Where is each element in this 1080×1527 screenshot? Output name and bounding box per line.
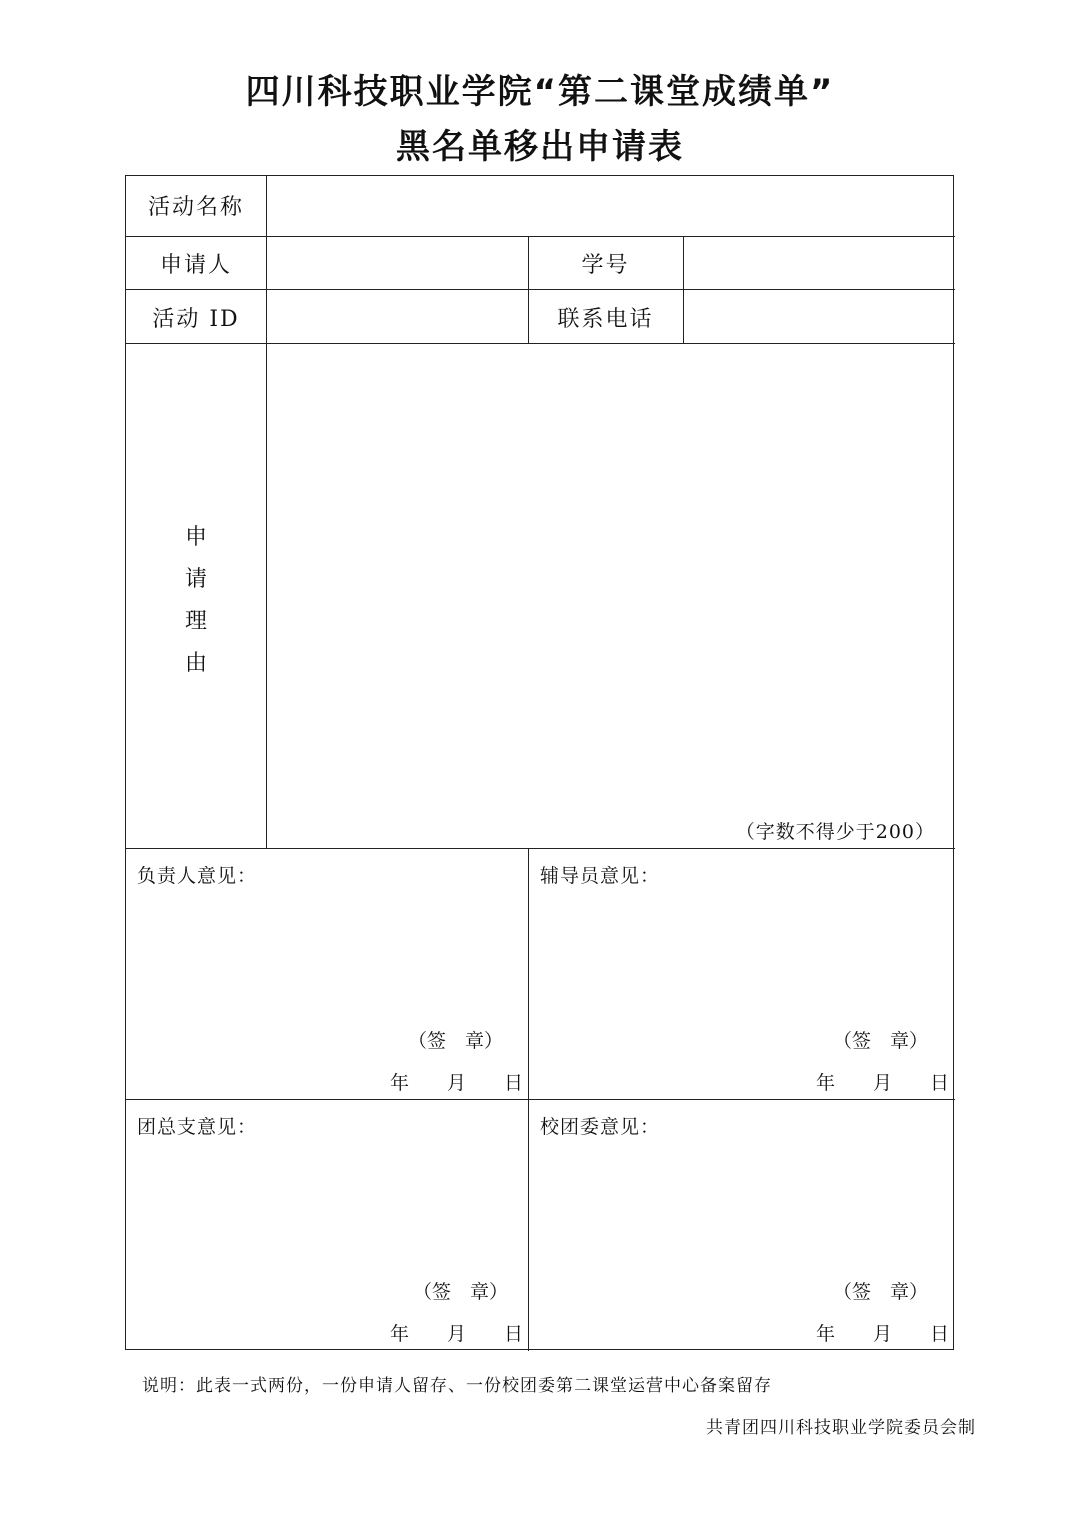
reason-label-char: 申 [184,525,207,550]
column-divider [528,848,529,1351]
reason-word-count-hint: （字数不得少于200） [735,821,935,843]
league-branch-opinion-label: 团总支意见： [137,1116,258,1138]
student-id-label: 学号 [581,253,630,278]
issuer-label: 共青团四川科技职业学院委员会制 [706,1418,976,1438]
leader-sign-label: （签 章） [408,1030,504,1052]
activity-name-label: 活动名称 [147,195,244,220]
phone-field[interactable] [684,290,955,343]
reason-label-char: 由 [184,651,207,676]
activity-name-field[interactable] [267,176,955,236]
counselor-opinion-label: 辅导员意见： [540,865,661,887]
row-divider [126,1099,955,1100]
row-divider [126,848,955,849]
reason-label [126,517,266,685]
counselor-date-label: 年 月 日 [816,1072,950,1094]
school-league-sign-label: （签 章） [833,1281,929,1303]
reason-label-char: 理 [184,609,207,634]
form-instructions: 说明：此表一式两份，一份申请人留存、一份校团委第二课堂运营中心备案留存 [142,1376,772,1396]
leader-opinion-label: 负责人意见： [137,865,258,887]
reason-label-char: 请 [184,567,207,592]
leader-date-label: 年 月 日 [390,1072,524,1094]
student-id-field[interactable] [684,237,955,289]
applicant-label: 申请人 [159,253,232,278]
application-form-table [125,175,954,1350]
phone-label: 联系电话 [557,307,654,332]
league-branch-sign-label: （签 章） [413,1281,509,1303]
reason-field[interactable] [267,344,955,848]
form-title-line1: 四川科技职业学院“第二课堂成绩单” [245,72,835,112]
school-league-opinion-label: 校团委意见： [540,1116,661,1138]
counselor-sign-label: （签 章） [833,1030,929,1052]
school-league-date-label: 年 月 日 [816,1323,950,1345]
activity-id-field[interactable] [267,290,528,343]
applicant-field[interactable] [267,237,528,289]
form-title-line2: 黑名单移出申请表 [396,127,684,167]
activity-id-label: 活动 ID [152,307,240,332]
league-branch-date-label: 年 月 日 [390,1323,524,1345]
